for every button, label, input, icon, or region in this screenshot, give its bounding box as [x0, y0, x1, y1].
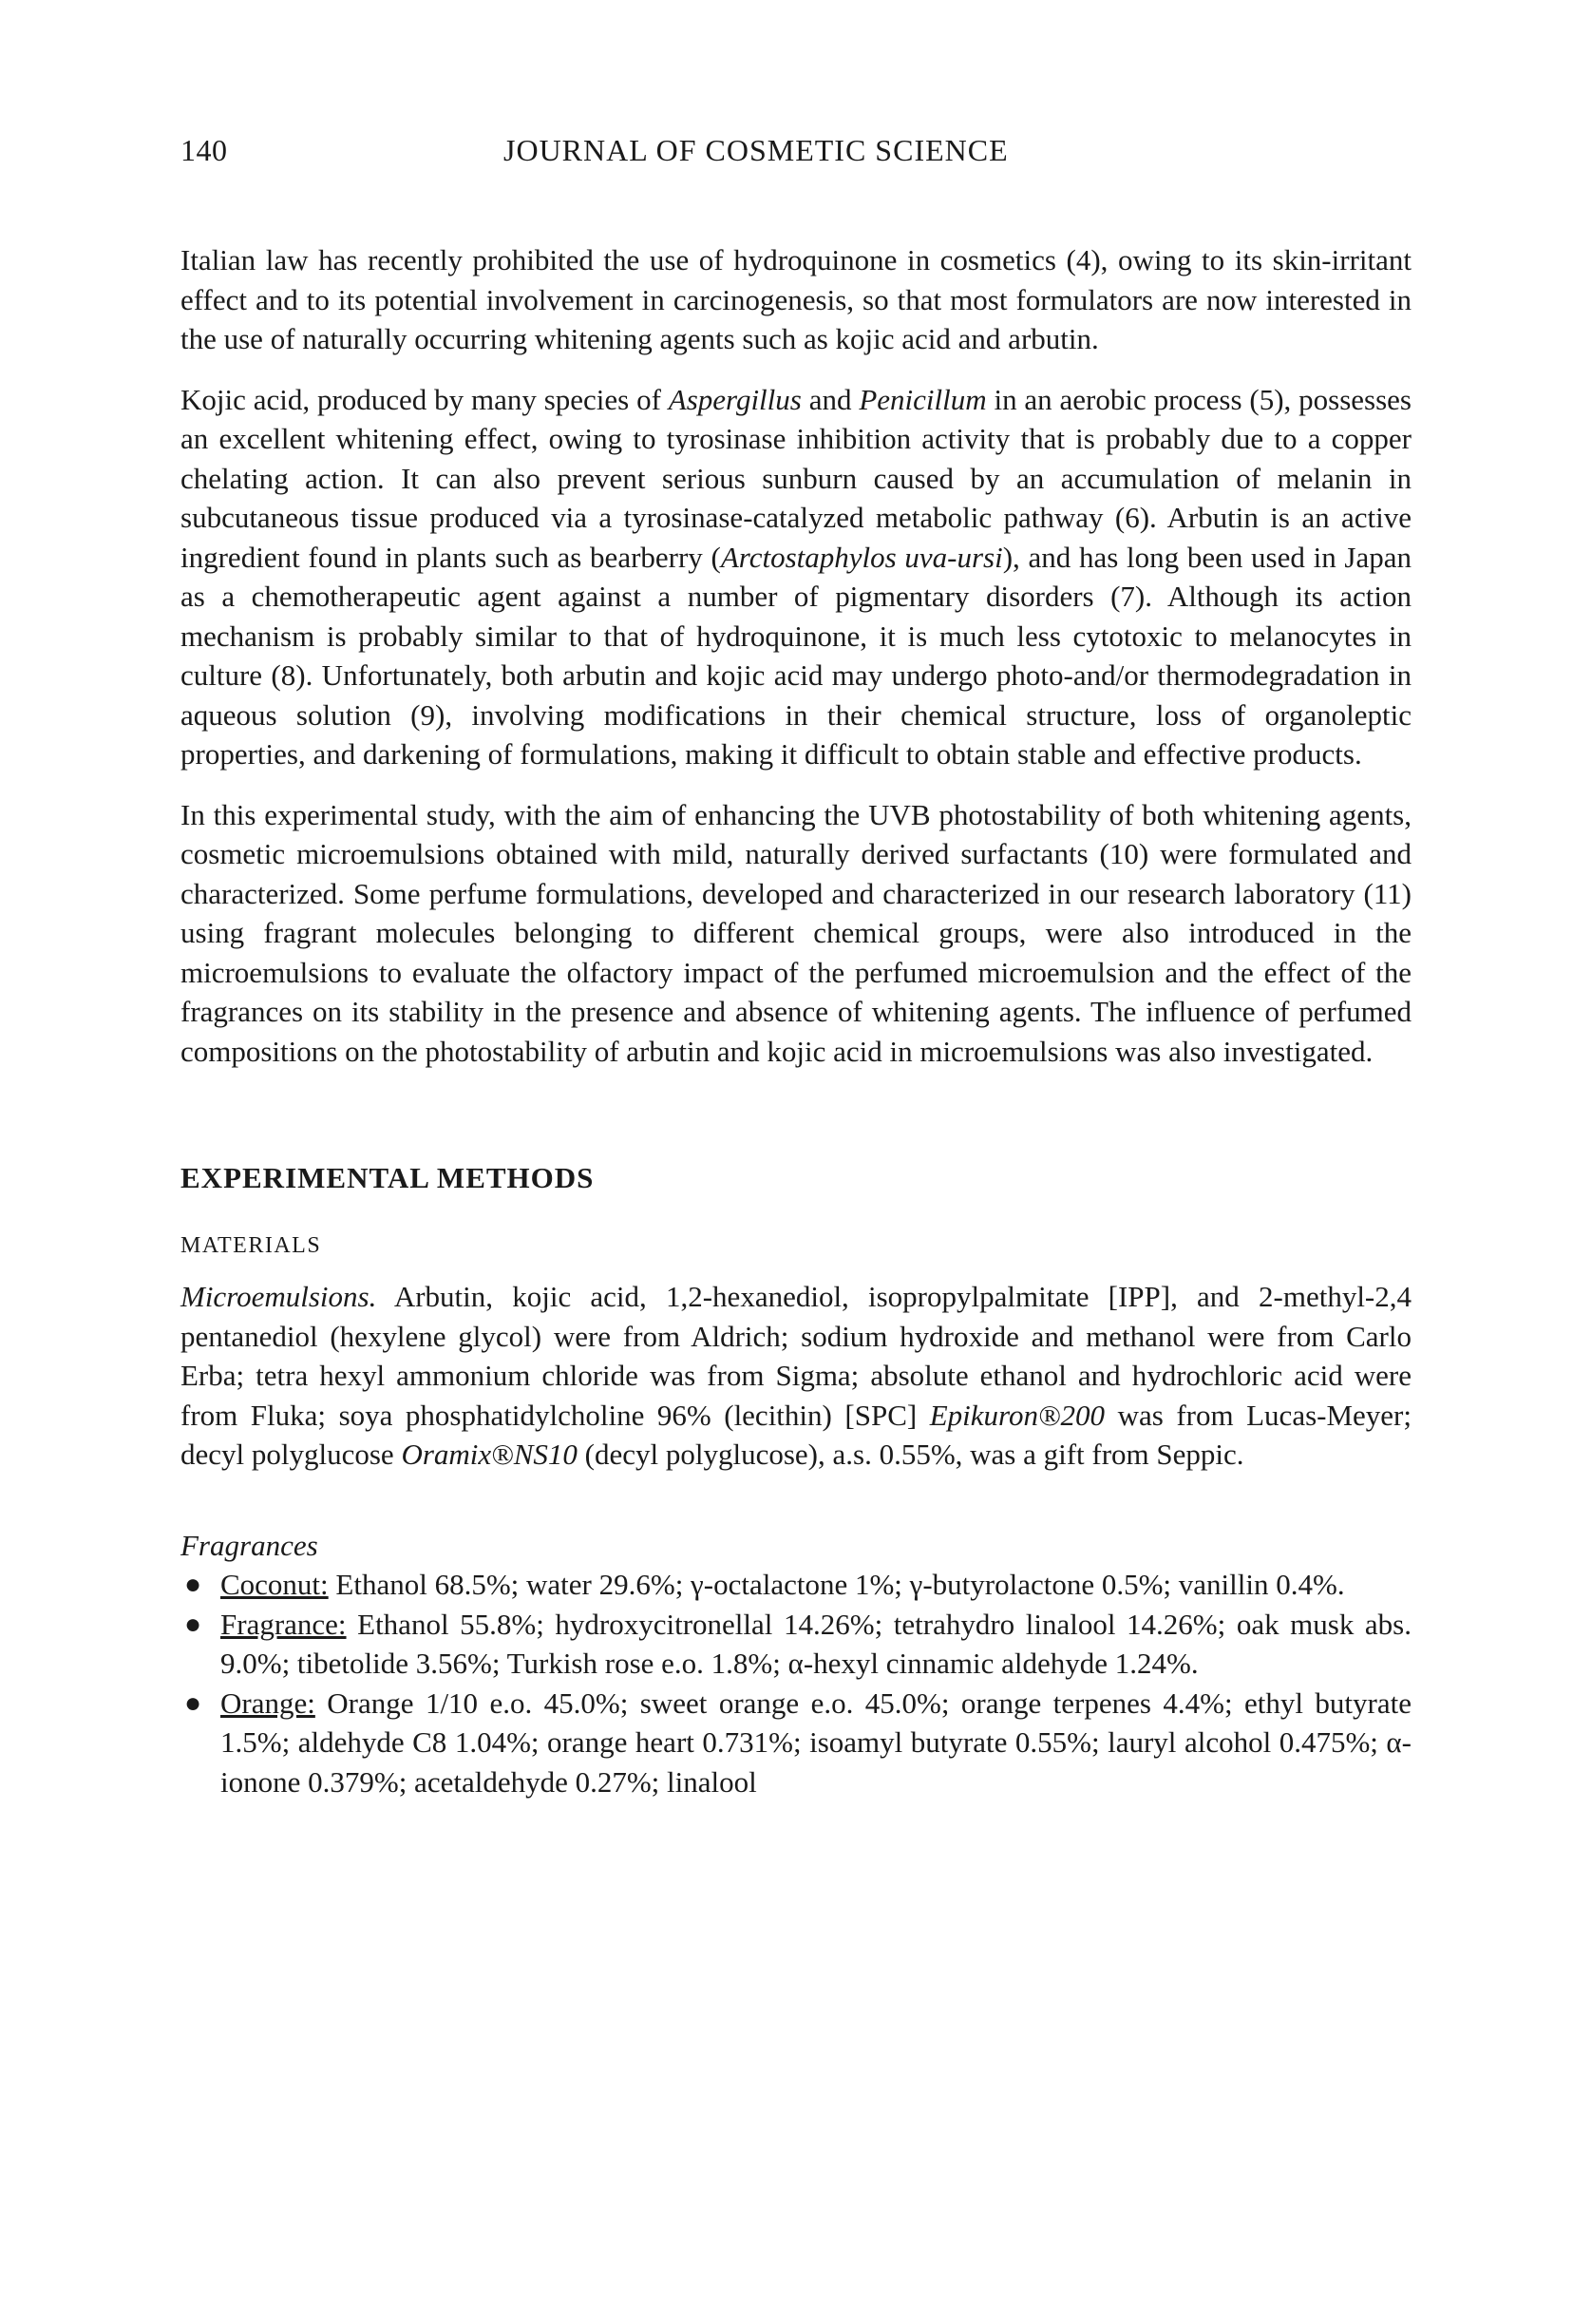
- bullet-icon: ●: [184, 1569, 202, 1600]
- fragrance-composition: Orange 1/10 e.o. 45.0%; sweet orange e.o. 45.0%; orange terpenes 4.4%; ethyl butyrate 1.5%; aldehyde C8 1.04%; orange heart 0.731%; isoamyl butyrate 0.55%; lauryl alcohol 0.475%; α-ionone 0.379%; acetaldehyde 0.27%; linalool: [220, 1686, 1412, 1799]
- paragraph-study-aim: In this experimental study, with the aim of enhancing the UVB photostability of both whitening agents, cosmetic microemulsions obtained with mild, naturally derived surfactants (10) were formulated and characterized. Some perfume formulations, developed and characterized in our research laboratory (11) using fragrant molecules belonging to different chemical groups, were also introduced in the microemulsions to evaluate the olfactory impact of the perfumed microemulsion and the effect of the fragrances on its stability in the presence and absence of whitening agents. The influence of perfumed compositions on the photostability of arbutin and kojic acid in microemulsions was also investigated.: [180, 797, 1412, 1068]
- text-run: in an aerobic process (5), possesses an excellent whitening effect, owing to tyrosinase inhibition activity that is probably due to a copper chelating action. It can also prevent serious sunburn caused by an accumulation of melanin in subcutaneous tissue produced via a tyrosinase-catalyzed metabolic pathway (6). Arbutin is an active ingredient found in plants such as bearberry (: [180, 382, 1412, 574]
- running-header: [180, 133, 1412, 181]
- species-name-aspergillus: Aspergillus: [668, 382, 802, 416]
- fragrance-composition: Ethanol 68.5%; water 29.6%; γ-octalactone 1%; γ-butyrolactone 0.5%; vanillin 0.4%.: [328, 1568, 1345, 1601]
- fragrances-label: Fragrances: [180, 1528, 318, 1562]
- product-name-epikuron: Epikuron®200: [929, 1398, 1106, 1432]
- text-run: (decyl polyglucose), a.s. 0.55%, was a gift from Seppic.: [577, 1438, 1244, 1471]
- list-item: [180, 1565, 1412, 1605]
- text-run: and: [801, 382, 860, 416]
- text-run: ), and has long been used in Japan as a chemotherapeutic agent against a number of pigmentary disorders (7). Although its action mechanism is probably similar to that of hydroquinone, it is much less cytotoxic to melanocytes in culture (8). Unfortunately, both arbutin and kojic acid may undergo photo-and/or thermodegradation in aqueous solution (9), involving modifications in their chemical structure, loss of organoleptic properties, and darkening of formulations, making it difficult to obtain stable and effective products.: [180, 540, 1412, 771]
- product-name-oramix: Oramix®NS10: [401, 1438, 578, 1471]
- subsection-heading: MATERIALS: [180, 1232, 322, 1258]
- fragrance-name: Coconut:: [220, 1568, 329, 1601]
- paragraph-intro-hydroquinone: Italian law has recently prohibited the use of hydroquinone in cosmetics (4), owing to its skin-irritant effect and to its potential involvement in carcinogenesis, so that most formulators are now interested in the use of naturally occurring whitening agents such as kojic acid and arbutin.: [180, 243, 1412, 355]
- paragraph-kojic-arbutin: [180, 380, 1412, 774]
- paragraph-materials: [180, 1277, 1412, 1475]
- article-body: [180, 240, 1412, 1801]
- text-run: was from Lucas-Meyer; decyl polyglucose: [180, 1398, 1412, 1471]
- journal-title: JOURNAL OF COSMETIC SCIENCE: [503, 133, 1009, 167]
- fragrance-list: [180, 1565, 1412, 1801]
- fragrance-composition: Ethanol 55.8%; hydroxycitronellal 14.26%; tetrahydro linalool 14.26%; oak musk abs. 9.0%; tibetolide 3.56%; Turkish rose e.o. 1.8%; α-hexyl cinnamic aldehyde 1.24%.: [220, 1607, 1412, 1680]
- bullet-icon: ●: [184, 1608, 202, 1640]
- list-item: [180, 1684, 1412, 1802]
- bullet-icon: ●: [184, 1686, 202, 1719]
- run-in-heading: Microemulsions.: [180, 1280, 377, 1313]
- list-item: [180, 1605, 1412, 1684]
- text-run: Kojic acid, produced by many species of: [180, 382, 669, 416]
- species-name-arctostaphylos: Arctostaphylos uva-ursi: [720, 540, 1003, 574]
- text-run: Arbutin, kojic acid, 1,2-hexanediol, isopropylpalmitate [IPP], and 2-methyl-2,4 pentanediol (hexylene glycol) were from Aldrich; sodium hydroxide and methanol were from Carlo Erba; tetra hexyl ammonium chloride was from Sigma; absolute ethanol and hydrochloric acid were from Fluka; soya phosphatidylcholine 96% (lecithin) [SPC]: [180, 1280, 1412, 1432]
- species-name-penicillum: Penicillum: [859, 382, 987, 416]
- page-number: 140: [180, 133, 228, 167]
- section-heading: EXPERIMENTAL METHODS: [180, 1161, 595, 1194]
- fragrance-name: Orange:: [220, 1686, 315, 1720]
- fragrance-name: Fragrance:: [220, 1607, 347, 1641]
